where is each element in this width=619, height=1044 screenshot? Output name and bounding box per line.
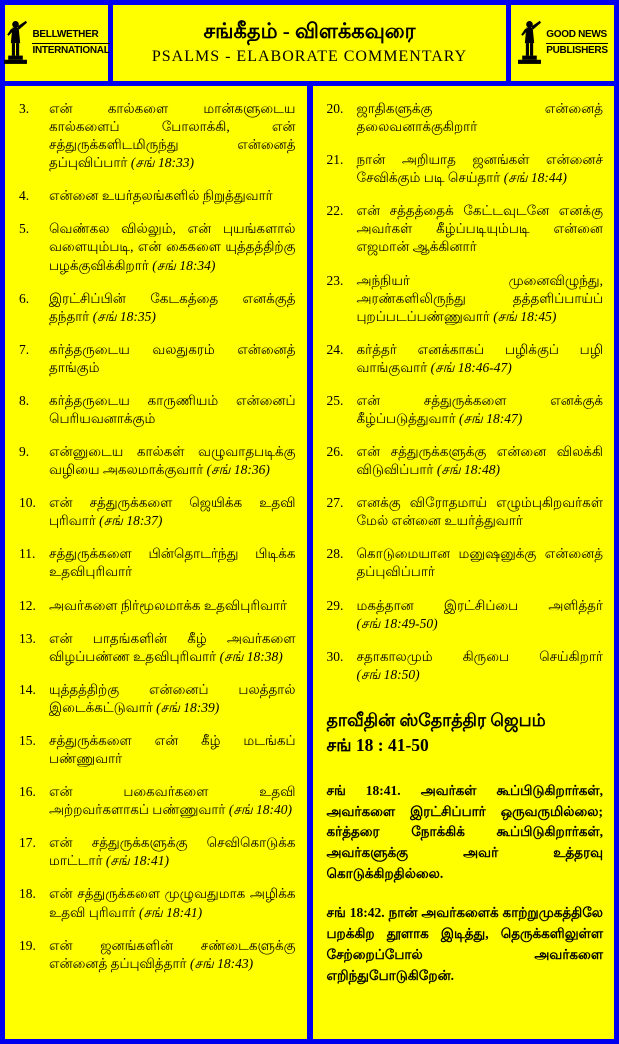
verse-ref: (சங் 18:41) bbox=[105, 853, 170, 869]
good-news-publishers-logo bbox=[511, 5, 614, 81]
item-number: 22. bbox=[326, 203, 344, 219]
item-number: 20. bbox=[326, 101, 344, 116]
item-number: 19. bbox=[19, 937, 36, 953]
item-number: 3. bbox=[19, 101, 30, 116]
good-news-logo-text bbox=[546, 29, 607, 57]
list-item: 28. கொடுமையான மனுஷனுக்கு என்னைத் தப்புவிப்பார் bbox=[326, 546, 603, 580]
list-item: 20. ஜாதிகளுக்கு என்னைத் தலைவனாக்குகிறார் bbox=[326, 101, 603, 135]
bellwether-logo-text bbox=[32, 29, 109, 57]
right-column-list bbox=[327, 100, 604, 684]
header bbox=[5, 5, 614, 81]
list-item: 26. என் சத்துருக்களுக்கு என்னை விலக்கி விடுவிப்பார் (சங் 18:48) bbox=[326, 444, 603, 478]
verse-ref: (சங் 18:41) bbox=[138, 904, 203, 920]
page-title-tamil: சங்கீதம் - விளக்கவுரை bbox=[203, 19, 416, 44]
verse-ref: (சங் 18:43) bbox=[189, 955, 254, 971]
prayer-paragraphs bbox=[327, 781, 604, 987]
bellwether-logo bbox=[5, 5, 108, 81]
list-item: 22. என் சத்தத்தைக் கேட்டவுடனே எனக்கு அவர்கள் கீழ்ப்படியும்படி என்னை எஜமான் ஆக்கினார் bbox=[326, 203, 603, 255]
verse-ref: (சங் 18:39) bbox=[156, 699, 220, 715]
item-number: 25. bbox=[326, 392, 344, 408]
verse-ref: (சங் 18:44) bbox=[503, 170, 567, 186]
verse-ref: (சங் 18:47) bbox=[459, 411, 523, 427]
verse-ref: (சங் 18:38) bbox=[219, 648, 283, 664]
list-item: 11. சத்துருக்களை பின்தொடர்ந்து பிடிக்க உதவிபுரிவார் bbox=[19, 546, 296, 580]
item-number: 14. bbox=[19, 681, 36, 697]
item-number: 12. bbox=[19, 597, 36, 613]
content-body bbox=[5, 86, 614, 1039]
item-number: 17. bbox=[19, 835, 36, 851]
item-number: 6. bbox=[19, 290, 30, 306]
item-number: 23. bbox=[326, 272, 344, 288]
list-item: 5. வெண்கல வில்லும், என் புயங்களால் வளையும்படி, என் கைகளை யுத்தத்திற்கு பழக்குவிக்கிறார் (சங் 18:34) bbox=[19, 221, 296, 273]
logo-line: INTERNATIONAL bbox=[32, 44, 110, 56]
item-number: 21. bbox=[326, 152, 344, 168]
list-item: 17. என் சத்துருக்களுக்கு செவிகொடுக்க மாட்டார் (சங் 18:41) bbox=[19, 835, 296, 869]
list-item: 3. என் கால்களை மான்களுடைய கால்களைப் போலாக்கி, என் சத்துருக்களிடமிருந்து என்னைத் தப்புவிப்பார் (சங் 18:33) bbox=[19, 101, 296, 171]
list-item: 12. அவர்களை நிர்மூலமாக்க உதவிபுரிவார் bbox=[19, 597, 296, 615]
verse-ref: (சங் 18:48) bbox=[436, 462, 501, 478]
verse-ref: (சங் 18:40) bbox=[228, 802, 293, 818]
statue-trumpeter-icon bbox=[517, 16, 542, 71]
item-number: 8. bbox=[19, 392, 30, 408]
item-number: 28. bbox=[326, 546, 344, 562]
left-column-list bbox=[19, 100, 296, 973]
list-item: 14. யுத்தத்திற்கு என்னைப் பலத்தால் இடைக்கட்டுவார் (சங் 18:39) bbox=[19, 681, 296, 715]
item-number: 4. bbox=[19, 188, 30, 204]
list-item: 27. எனக்கு விரோதமாய் எழும்புகிறவர்கள் மேல் என்னை உயர்த்துவார் bbox=[326, 495, 603, 529]
list-item: 10. என் சத்துருக்களை ஜெயிக்க உதவி புரிவார் (சங் 18:37) bbox=[19, 495, 296, 529]
item-number: 18. bbox=[19, 886, 36, 902]
statue-trumpeter-icon bbox=[3, 16, 28, 71]
list-item: 9. என்னுடைய கால்கள் வழுவாதபடிக்கு வழியை அகலமாக்குவார் (சங் 18:36) bbox=[19, 444, 296, 478]
verse-ref: (சங் 18:35) bbox=[92, 308, 156, 324]
list-item: 23. அந்நியர் முனைவிழுந்து, அரண்களிலிருந்து தத்தளிப்பாய்ப் புறப்படப்பண்ணுவார் (சங் 18:45) bbox=[326, 272, 603, 324]
list-item: 21. நான் அறியாத ஜனங்கள் என்னைச் சேவிக்கும் படி செய்தார் (சங் 18:44) bbox=[326, 152, 603, 186]
list-item: 4. என்னை உயர்தலங்களில் நிறுத்துவார் bbox=[19, 187, 296, 205]
prayer-heading-line1: தாவீதின் ஸ்தோத்திர ஜெபம் bbox=[326, 709, 546, 730]
verse-ref: (சங் 18:34) bbox=[152, 257, 216, 273]
title-box bbox=[113, 5, 506, 81]
item-number: 29. bbox=[326, 597, 344, 613]
item-number: 9. bbox=[19, 444, 30, 460]
verse-ref: (சங் 18:36) bbox=[206, 462, 270, 478]
item-number: 26. bbox=[326, 444, 344, 460]
item-number: 15. bbox=[19, 732, 36, 748]
right-column bbox=[313, 86, 615, 1039]
verse-ref: (சங் 18:50) bbox=[356, 666, 420, 682]
list-item: 15. சத்துருக்களை என் கீழ் மடங்கப் பண்ணுவார் bbox=[19, 732, 296, 767]
list-item: 19. என் ஜனங்களின் சண்டைகளுக்கு என்னைத் தப்புவித்தார் (சங் 18:43) bbox=[19, 937, 296, 971]
logo-line: BELLWETHER bbox=[32, 29, 109, 44]
verse-ref: (சங் 18:49-50) bbox=[356, 615, 438, 631]
prayer-paragraph: சங் 18:41. அவர்கள் கூப்பிடுகிறார்கள், அவர்களை இரட்சிப்பார் ஒருவருமில்லை; கர்த்தரை நோக்கிக் கூப்பிடுகிறார்கள், அவர்களுக்கு அவர் உத்தரவு கொடுக்கிறதில்லை. bbox=[326, 782, 603, 882]
logo-line: GOOD NEWS bbox=[546, 29, 607, 44]
list-item: 7. கர்த்தருடைய வலதுகரம் என்னைத் தாங்கும் bbox=[19, 341, 296, 375]
list-item: 29. மகத்தான இரட்சிப்பை அளித்தர் (சங் 18:49-50) bbox=[326, 597, 603, 631]
list-item: 16. என் பகைவர்களை உதவி அற்றவர்களாகப் பண்ணுவார் (சங் 18:40) bbox=[19, 784, 296, 818]
item-number: 7. bbox=[19, 341, 30, 357]
logo-line: PUBLISHERS bbox=[546, 44, 608, 56]
item-number: 27. bbox=[326, 495, 344, 511]
verse-ref: (சங் 18:46-47) bbox=[430, 359, 512, 375]
list-item: 6. இரட்சிப்பின் கேடகத்தை எனக்குத் தந்தார் (சங் 18:35) bbox=[19, 290, 296, 324]
prayer-heading bbox=[327, 708, 604, 759]
item-number: 10. bbox=[19, 495, 36, 511]
verse-ref: (சங் 18:37) bbox=[99, 513, 163, 529]
list-item: 18. என் சத்துருக்களை முழுவதுமாக அழிக்க உதவி புரிவார் (சங் 18:41) bbox=[19, 886, 296, 920]
verse-ref: (சங் 18:45) bbox=[493, 308, 557, 324]
verse-ref: (சங் 18:33) bbox=[130, 155, 194, 171]
list-item: 8. கர்த்தருடைய காருணியம் என்னைப் பெரியவனாக்கும் bbox=[19, 392, 296, 427]
list-item: 24. கர்த்தர் எனக்காகப் பழிக்குப் பழி வாங்குவார் (சங் 18:46-47) bbox=[326, 341, 603, 375]
prayer-paragraph: சங் 18:42. நான் அவர்களைக் காற்றுமுகத்திலே பறக்கிற தூளாக இடித்து, தெருக்களிலுள்ள சேற்றைப்போல் அவர்களை எறிந்துபோடுகிறேன். bbox=[326, 905, 603, 983]
left-column bbox=[5, 86, 307, 1039]
item-number: 16. bbox=[19, 784, 36, 800]
item-number: 24. bbox=[326, 341, 344, 357]
list-item: 25. என் சத்துருக்களை எனக்குக் கீழ்ப்படுத்துவார் (சங் 18:47) bbox=[326, 392, 603, 427]
list-item: 13. என் பாதங்களின் கீழ் அவர்களை விழப்பண்ண உதவிபுரிவார் (சங் 18:38) bbox=[19, 630, 296, 664]
item-number: 30. bbox=[326, 648, 344, 664]
item-number: 11. bbox=[19, 546, 36, 562]
page-title-english: PSALMS - ELABORATE COMMENTARY bbox=[151, 48, 468, 66]
item-number: 13. bbox=[19, 630, 36, 646]
item-number: 5. bbox=[19, 221, 30, 237]
list-item: 30. சதாகாலமும் கிருபை செய்கிறார் (சங் 18:50) bbox=[326, 648, 603, 682]
prayer-heading-line2: சங் 18 : 41-50 bbox=[326, 735, 429, 756]
